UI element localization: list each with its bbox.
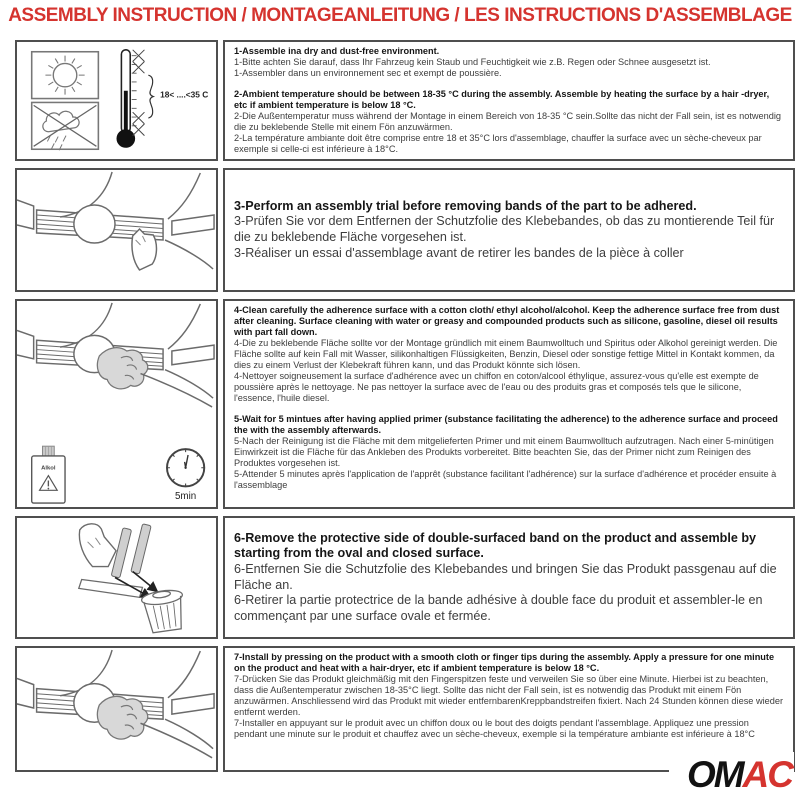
step-1-en: 1-Assemble ina dry and dust-free environment. xyxy=(234,46,440,56)
no-rain-icon xyxy=(32,102,99,150)
step-row-2 xyxy=(15,168,795,292)
step-1-de: 1-Bitte achten Sie darauf, dass Ihr Fahrzeug kein Staub und Feuchtigkeit wie z.B. Regen oder Schnee ausgesetzt ist. xyxy=(234,57,711,67)
step-4-block xyxy=(234,305,784,404)
step-5-en: 5-Wait for 5 mintues after having applied primer (substance facilitating the adherence) to the adherence surface and proceed the with the assembly afterwards. xyxy=(234,414,778,435)
step-1-fr: 1-Assembler dans un environnement sec et exempt de poussière. xyxy=(234,68,502,78)
tape-strips-icon xyxy=(111,524,151,578)
step-1-block xyxy=(234,46,784,79)
trash-can-icon xyxy=(141,588,187,634)
step-row-1 xyxy=(15,40,795,161)
step-2-block xyxy=(234,89,784,155)
alcohol-label: Alkol xyxy=(41,465,56,472)
instruction-text-step-3 xyxy=(223,168,795,292)
step-6-block xyxy=(234,531,784,625)
thermometer-icon xyxy=(117,50,209,148)
step-3-de: 3-Prüfen Sie vor dem Entfernen der Schutzfolie des Klebebandes, ob das zu montierende Teil für die zu beklebende Fläche vorgesehen ist. xyxy=(234,214,775,244)
illustration-cleaning xyxy=(15,299,218,509)
omac-logo xyxy=(669,752,794,798)
step-4-de: 4-Die zu beklebende Fläche sollte vor der Montage gründlich mit einem Baumwolltuch und Spiritus oder Alkohol gereinigt werden. Die Fläche sollte auf kein Fall mit Wasser, silikonhaltigen Flüssigkeiten, Benzin, Diesel oder sonstige fettige Mittel in Kontakt kommen, da dies zu einem Verlust der Klebekraft führen kann, und das Produkt könnte sich lösen. xyxy=(234,338,778,370)
hand-icon xyxy=(132,229,157,270)
step-5-de: 5-Nach der Reinigung ist die Fläche mit dem mitgelieferten Primer und mit einem Baumwolltuch aufzutragen. Nach einer 5-minütigen Einwirkzeit ist die Fläche für das Ankleben des Produkts vorbereitet. Bitte beachten Sie, das der Primer nicht zum Reinigen des Produktes vorgesehen ist. xyxy=(234,436,774,468)
clock-icon xyxy=(167,449,204,502)
temperature-range-label: 18< ....<35 C xyxy=(160,89,209,100)
step-6-fr: 6-Retirer la partie protectrice de la bande adhésive à double face du produit et assembler-le en commençant par une surface ovale et fermée. xyxy=(234,593,763,623)
illustration-band-removal xyxy=(15,516,218,639)
clock-duration-label: 5min xyxy=(174,491,197,503)
step-6-de: 6-Entfernen Sie die Schutzfolie des Klebebandes und bringen Sie das Produkt passgenau auf die Fläche an. xyxy=(234,561,777,592)
alcohol-bottle-icon xyxy=(32,446,65,503)
instruction-text-steps-1-2 xyxy=(223,40,795,161)
illustration-environment xyxy=(15,40,218,161)
step-7-fr: 7-Installer en appuyant sur le produit avec un chiffon doux ou le bout des doigts pendant l'assemblage. Appliquez une pression pendant une minute sur le produit et chauffez avec un sèche-cheveux, exemple si la température ambiante est inférieure à 18°C xyxy=(234,718,755,739)
cloth-hand-icon xyxy=(97,348,212,407)
step-row-3 xyxy=(15,299,795,509)
step-3-fr: 3-Réaliser un essai d'assemblage avant de retirer les bandes de la pièce à coller xyxy=(234,245,684,260)
step-4-fr: 4-Nettoyer soigneusement la surface d'adhérence avec un chiffon en coton/alcool éthylique, assurez-vous qu'elle est exempte de poussière après le nettoyage. Ne pas nettoyer la surface avec de l'eau ou des produits gras et composés tels que le silicone, l'essence, l'huile diesel. xyxy=(234,371,759,403)
sun-icon xyxy=(32,52,99,99)
car-grille-icon xyxy=(17,172,214,269)
instruction-text-steps-4-5 xyxy=(223,299,795,509)
hand-icon xyxy=(79,524,116,567)
step-4-en: 4-Clean carefully the adherence surface with a cotton cloth/ ethyl alcohol/alcohol. Keep the adherence surface free from dust after cleaning. Surface cleaning with water or greasy and compounded products such as silicone, gasoline, diesel oil results with part fall down. xyxy=(234,305,780,337)
logo-om: OM xyxy=(686,754,743,795)
step-2-en: 2-Ambient temperature should be between 18-35 °C during the assembly. Assemble by heating the surface by a hair -dryer, etc if ambient temperature is below 18 °C. xyxy=(234,89,770,110)
step-2-de: 2-Die Außentemperatur muss während der Montage in einem Bereich von 18-35 °C sein.Sollte das nicht der Fall sein, ist es notwendig die zu beklebende Stelle mit einem Fön anzuwärmen. xyxy=(234,111,782,132)
step-7-en: 7-Install by pressing on the product with a smooth cloth or finger tips during the assembly. Apply a pressure for one minute on the product and heat with a hair-dryer, etc if ambient temperature is below 18 °C. xyxy=(234,652,775,673)
illustration-assembly-trial xyxy=(15,168,218,292)
step-row-4 xyxy=(15,516,795,639)
instruction-text-step-6 xyxy=(223,516,795,639)
step-3-block xyxy=(234,199,784,261)
illustration-press-install xyxy=(15,646,218,772)
cloth-hand-icon xyxy=(97,696,212,757)
step-3-en: 3-Perform an assembly trial before removing bands of the part to be adhered. xyxy=(234,198,697,213)
step-6-en: 6-Remove the protective side of double-surfaced band on the product and assemble by starting from the oval and closed surface. xyxy=(234,530,757,561)
step-5-fr: 5-Attender 5 minutes après l'application de l'apprêt (substance facilitant l'adhérence) sur la surface d'adhérence et procéder ensuite à l'assemblage xyxy=(234,469,777,490)
step-2-fr: 2-La température ambiante doit être comprise entre 18 et 35°C lors d'assemblage, chauffer la surface avec un sèche-cheveux par exemple si celle-ci est inférieure à 18°C. xyxy=(234,133,762,154)
page-title: ASSEMBLY INSTRUCTION / MONTAGEANLEITUNG / LES INSTRUCTIONS D'ASSEMBLAGE xyxy=(8,5,792,26)
logo-ac: AC xyxy=(742,754,792,795)
step-5-block xyxy=(234,414,784,491)
step-7-de: 7-Drücken Sie das Produkt gleichmäßig mit den Fingerspitzen feste und verweilen Sie so über eine Minute. Hierbei ist zu beachten, dass die Außentemperatur zwischen 18-35°C liegt. Sollte das nicht der Fall sein, ist es notwendig das Produkt mit einem Fön anzuwärmen. Anschliessend wird das Produkt mit wieder entfernbarenKreppbandstreifen fixiert. Nach 24 Stunden können diese wieder entfernt werden. xyxy=(234,674,784,717)
step-7-block xyxy=(234,652,784,740)
